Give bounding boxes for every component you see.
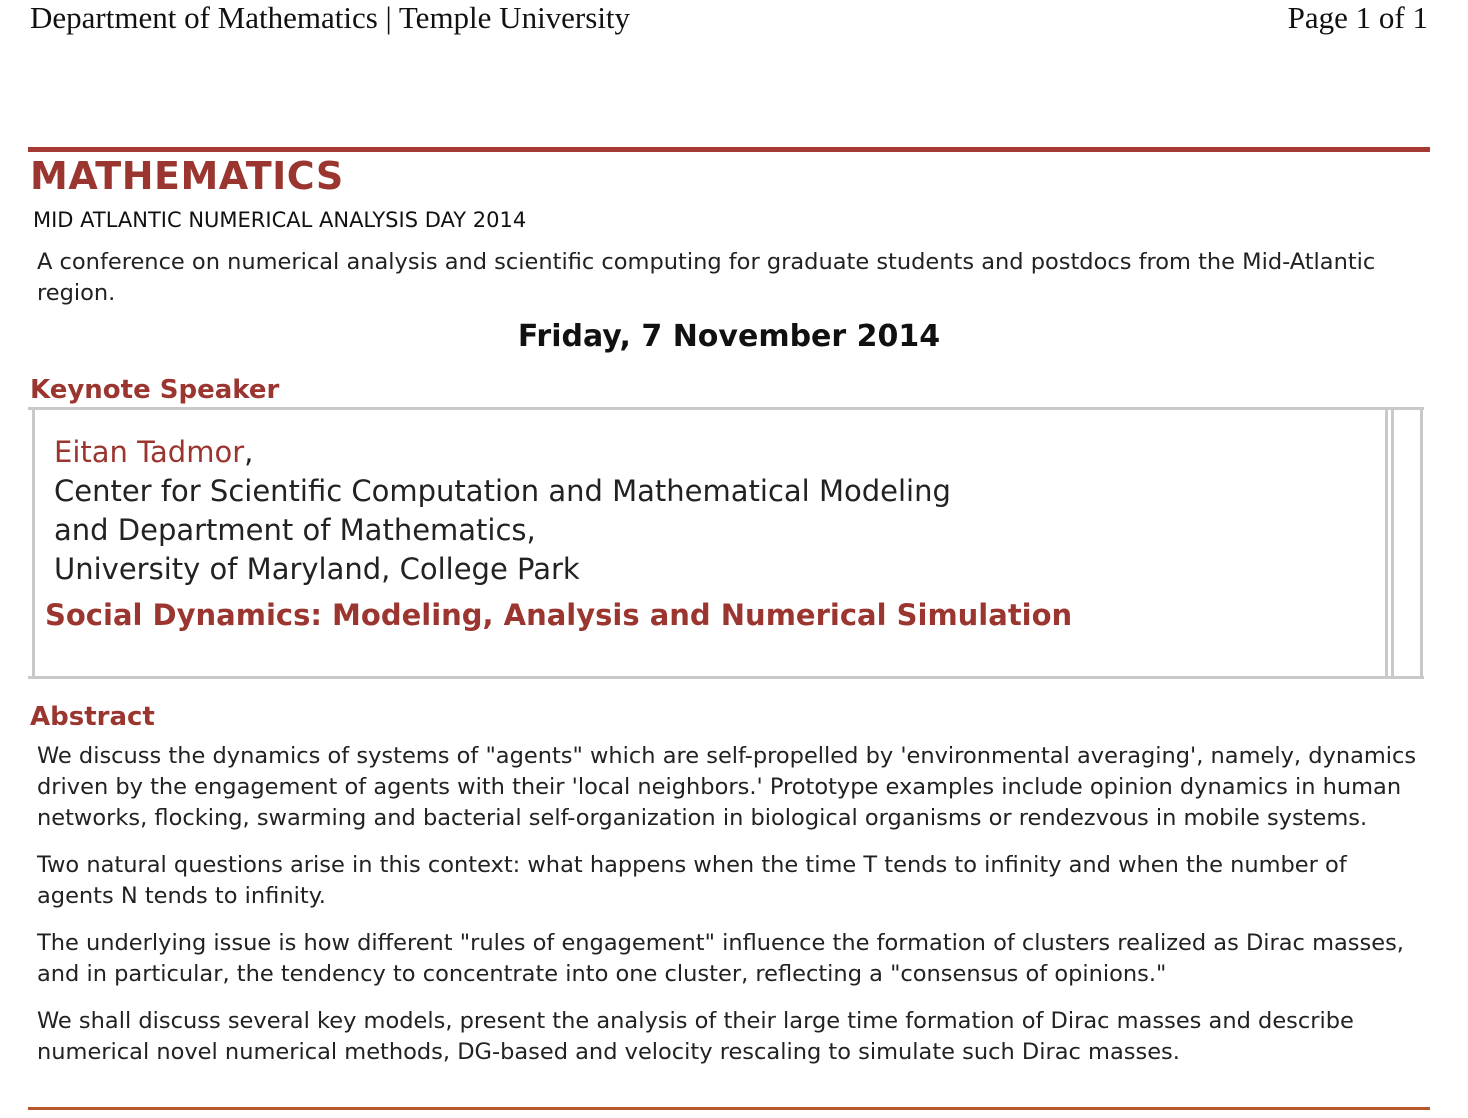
box-right-border-middle: [1391, 410, 1394, 676]
event-description: A conference on numerical analysis and scientific computing for graduate students and postdocs from the Mid-Atlantic region.: [37, 249, 1376, 306]
box-right-border-inner: [1385, 410, 1388, 676]
talk-title: Social Dynamics: Modeling, Analysis and Numerical Simulation: [45, 598, 1073, 632]
event-date: Friday, 7 November 2014: [517, 319, 941, 354]
box-left-border: [32, 410, 35, 676]
box-right-border-outer: [1420, 410, 1423, 676]
abstract-paragraph: We shall discuss several key models, present the analysis of their large time formation of Dirac masses and describe numerical novel numerical methods, DG-based and velocity rescaling to simulate such Dirac masses.: [37, 1008, 1354, 1065]
department-title: MATHEMATICS: [30, 154, 344, 198]
speaker-block: [54, 433, 951, 589]
top-divider: [28, 147, 1430, 152]
keynote-heading: Keynote Speaker: [30, 375, 280, 405]
speaker-affiliation-line: Center for Scientific Computation and Mathematical Modeling: [54, 474, 951, 508]
abstract-paragraph: Two natural questions arise in this context: what happens when the time T tends to infinity and when the number of agents N tends to infinity.: [37, 852, 1347, 909]
speaker-line: Eitan Tadmor,: [54, 435, 254, 469]
page-number: Page 1 of 1: [1287, 0, 1428, 35]
abstract-paragraph: The underlying issue is how different "rules of engagement" influence the formation of clusters realized as Dirac masses, and in particular, the tendency to concentrate into one cluster, reflecting a "consensus of opinions.": [37, 930, 1404, 987]
speaker-name: Eitan Tadmor: [54, 435, 245, 469]
page-header-source: Department of Mathematics | Temple University: [30, 0, 631, 35]
abstract-body: [37, 741, 1422, 1084]
speaker-affiliation-line: University of Maryland, College Park: [54, 552, 580, 586]
event-title: MID ATLANTIC NUMERICAL ANALYSIS DAY 2014: [33, 208, 527, 232]
abstract-paragraph: We discuss the dynamics of systems of "agents" which are self-propelled by 'environmental averaging', namely, dynamics driven by the engagement of agents with their 'local neighbors.' Prototype examples include opinion dynamics in human networks, flocking, swarming and bacterial self-organization in biological organisms or rendezvous in mobile systems.: [37, 743, 1417, 831]
speaker-affiliation-line: and Department of Mathematics,: [54, 513, 536, 547]
bottom-divider: [28, 1107, 1430, 1110]
abstract-heading: Abstract: [30, 702, 155, 732]
